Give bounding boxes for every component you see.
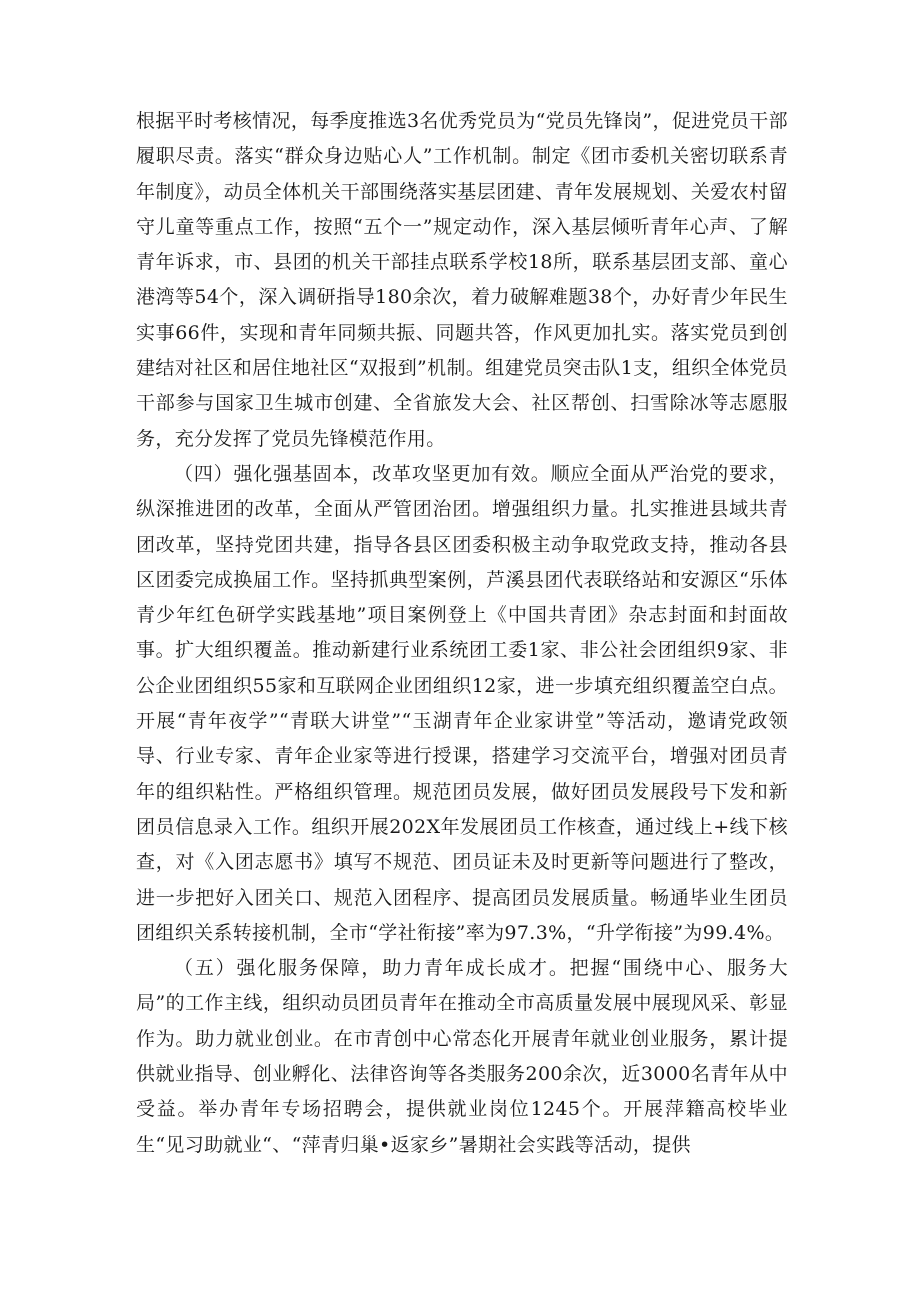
paragraph-continued: 根据平时考核情况，每季度推选3名优秀党员为“党员先锋岗”，促进党员干部履职尽责。落实“群众身边贴心人”工作机制。制定《团市委机关密切联系青年制度》，动员全体机关干部围绕落实基层团建、青年发展规划、关爱农村留守儿童等重点工作，按照“五个一”规定动作，深入基层倾听青年心声、了解青年诉求，市、县团的机关干部挂点联系学校18所，联系基层团支部、童心港湾等54个，深入调研指导180余次，着力破解难题38个，办好青少年民生实事66件，实现和青年同频共振、同题共答，作风更加扎实。落实党员到创建结对社区和居住地社区“双报到”机制。组建党员突击队1支，组织全体党员干部参与国家卫生城市创建、全省旅发大会、社区帮创、扫雪除冰等志愿服务，充分发挥了党员先锋模范作用。	[136, 110, 788, 450]
document-body	[136, 104, 788, 1163]
paragraph-section-four: （四）强化强基固本，改革攻坚更加有效。顺应全面从严治党的要求，纵深推进团的改革，全面从严管团治团。增强组织力量。扎实推进县域共青团改革，坚持党团共建，指导各县区团委积极主动争取党政支持，推动各县区团委完成换届工作。坚持抓典型案例，芦溪县团代表联络站和安源区“乐体青少年红色研学实践基地”项目案例登上《中国共青团》杂志封面和封面故事。扩大组织覆盖。推动新建行业系统团工委1家、非公社会团组织9家、非公企业团组织55家和互联网企业团组织12家，进一步填充组织覆盖空白点。开展“青年夜学”“青联大讲堂”“玉湖青年企业家讲堂”等活动，邀请党政领导、行业专家、青年企业家等进行授课，搭建学习交流平台，增强对团员青年的组织粘性。严格组织管理。规范团员发展，做好团员发展段号下发和新团员信息录入工作。组织开展202X年发展团员工作核查，通过线上+线下核查，对《入团志愿书》填写不规范、团员证未及时更新等问题进行了整改，进一步把好入团关口、规范入团程序、提高团员发展质量。畅通毕业生团员团组织关系转接机制，全市“学社衔接”率为97.3%，“升学衔接”为99.4%。	[136, 462, 788, 944]
paragraph-section-five: （五）强化服务保障，助力青年成长成才。把握“围绕中心、服务大局”的工作主线，组织动员团员青年在推动全市高质量发展中展现风采、彰显作为。助力就业创业。在市青创中心常态化开展青年就业创业服务，累计提供就业指导、创业孵化、法律咨询等各类服务200余次，近3000名青年从中受益。举办青年专场招聘会，提供就业岗位1245个。开展萍籍高校毕业生“见习助就业“、“萍青归巢•返家乡”暑期社会实践等活动，提供	[136, 957, 788, 1156]
